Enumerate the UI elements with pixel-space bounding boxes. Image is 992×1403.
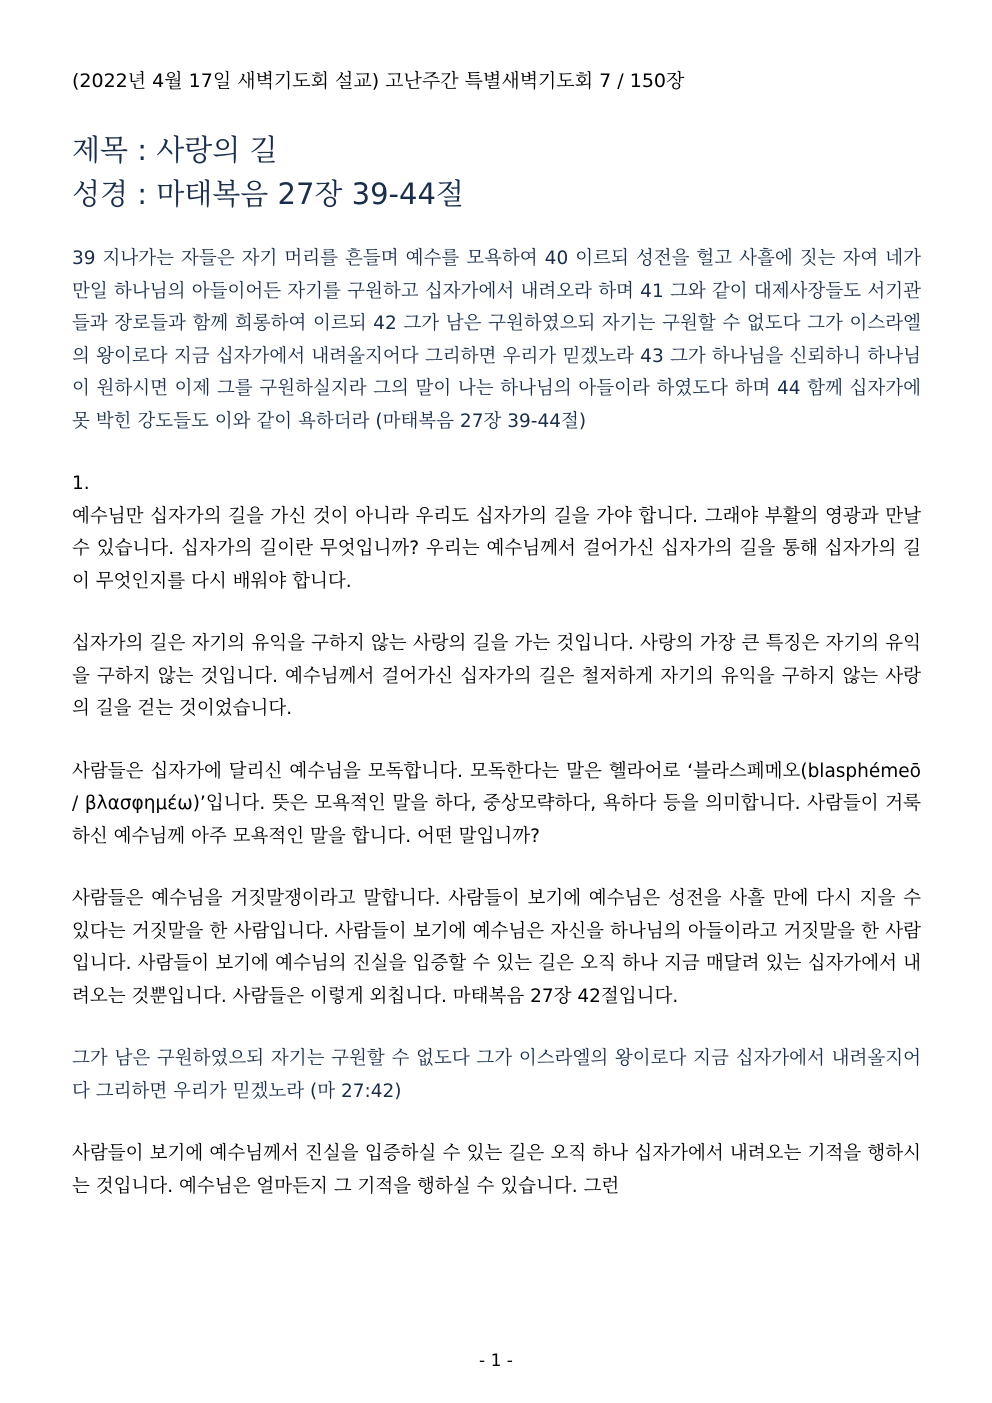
scripture-reference: 성경 : 마태복음 27장 39-44절 [72, 177, 464, 211]
title-block [72, 128, 932, 216]
sermon-info-line: (2022년 4월 17일 새벽기도회 설교) 고난주간 특별새벽기도회 7 / 150장 [72, 70, 685, 92]
page-number: - 1 - [479, 1351, 513, 1371]
section-number: 1. [72, 473, 90, 494]
scripture-quote: 그가 남은 구원하였으되 자기는 구원할 수 없도다 그가 이스라엘의 왕이로다 지금 십자가에서 내려올지어다 그리하면 우리가 믿겠노라 (마 27:42) [72, 1048, 921, 1102]
sermon-title: 제목 : 사랑의 길 [72, 133, 278, 167]
body-paragraph: 십자가의 길은 자기의 유익을 구하지 않는 사랑의 길을 가는 것입니다. 사랑의 가장 큰 특징은 자기의 유익을 구하지 않는 것입니다. 예수님께서 걸어가신 십자가의 길은 철저하게 자기의 유익을 구하지 않는 사랑의 길을 걷는 것이었습니다. [72, 633, 921, 719]
sermon-body [72, 243, 921, 1203]
body-paragraph: 사람들이 보기에 예수님께서 진실을 입증하실 수 있는 길은 오직 하나 십자가에서 내려오는 기적을 행하시는 것입니다. 예수님은 얼마든지 그 기적을 행하실 수 있습니다. 그런 [72, 1143, 921, 1197]
body-paragraph: 예수님만 십자가의 길을 가신 것이 아니라 우리도 십자가의 길을 가야 합니다. 그래야 부활의 영광과 만날 수 있습니다. 십자가의 길이란 무엇입니까? 우리는 예수님께서 걸어가신 십자가의 길을 통해 십자가의 길이 무엇인지를 다시 배워야 합니다. [72, 505, 921, 592]
body-paragraph: 사람들은 예수님을 거짓말쟁이라고 말합니다. 사람들이 보기에 예수님은 성전을 사흘 만에 다시 지을 수 있다는 거짓말을 한 사람입니다. 사람들이 보기에 예수님은 자신을 하나님의 아들이라고 거짓말을 한 사람입니다. 사람들이 보기에 예수님의 진실을 입증할 수 있는 길은 오직 하나 지금 매달려 있는 십자가에서 내려오는 것뿐입니다. 사람들은 이렇게 외칩니다. 마태복음 27장 42절입니다. [72, 888, 921, 1007]
body-paragraph: 사람들은 십자가에 달리신 예수님을 모독합니다. 모독한다는 말은 헬라어로 ‘블라스페메오(blasphémeō / βλασφημέω)’입니다. 뜻은 모욕적인 말을 하다, 중상모략하다, 욕하다 등을 의미합니다. 사람들이 거룩하신 예수님께 아주 모욕적인 말을 합니다. 어떤 말입니까? [72, 760, 921, 847]
scripture-passage: 39 지나가는 자들은 자기 머리를 흔들며 예수를 모욕하여 40 이르되 성전을 헐고 사흘에 짓는 자여 네가 만일 하나님의 아들이어든 자기를 구원하고 십자가에서 내려오라 하며 41 그와 같이 대제사장들도 서기관들과 장로들과 함께 희롱하여 이르되 42 그가 남은 구원하였으되 자기는 구원할 수 없도다 그가 이스라엘의 왕이로다 지금 십자가에서 내려올지어다 그리하면 우리가 믿겠노라 43 그가 하나님을 신뢰하니 하나님이 원하시면 이제 그를 구원하실지라 그의 말이 나는 하나님의 아들이라 하였도다 하며 44 함께 십자가에 못 박힌 강도들도 이와 같이 욕하더라 (마태복음 27장 39-44절) [72, 248, 921, 432]
